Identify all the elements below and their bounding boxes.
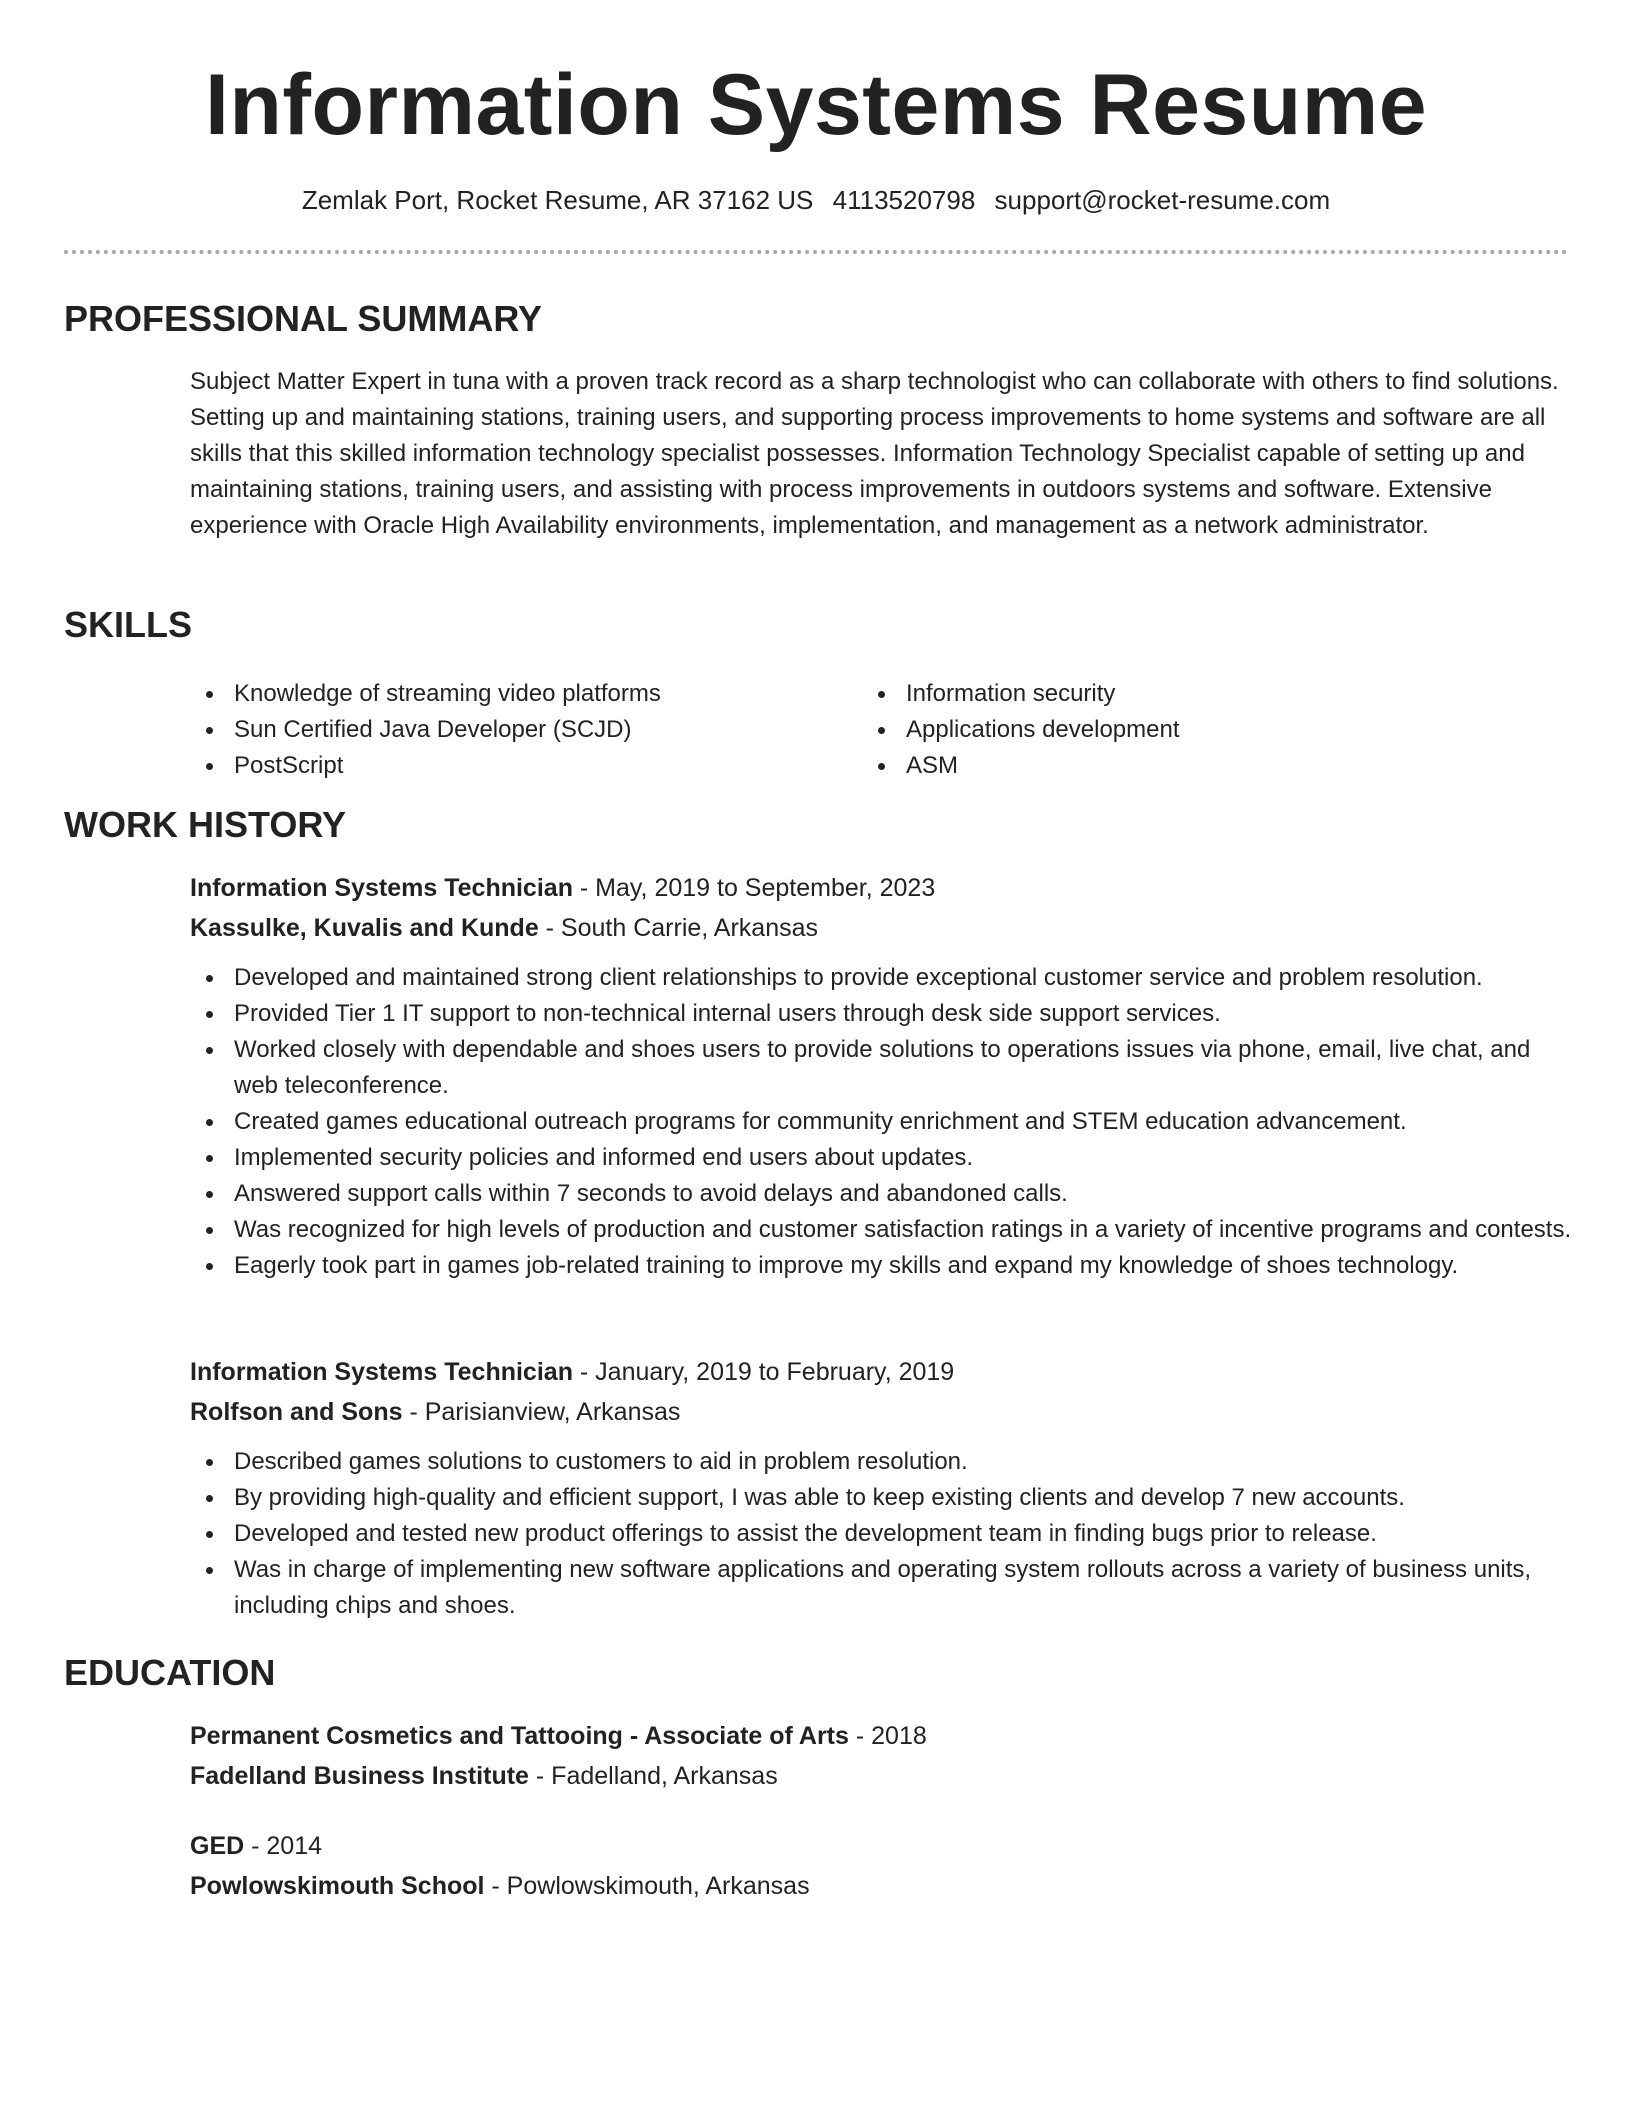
education-degree: Permanent Cosmetics and Tattooing - Associate of Arts [190,1722,849,1750]
header-divider [64,250,1568,254]
job-entry [190,868,1580,1284]
section-title-skills: SKILLS [64,604,193,645]
job-heading [190,868,1580,908]
job-company: Rolfson and Sons [190,1398,403,1426]
education-school-line [190,1756,1580,1796]
section-title-work: WORK HISTORY [64,804,347,845]
summary-text: Subject Matter Expert in tuna with a proven track record as a sharp technologist who can collaborate with others to find solutions. Setting up and maintaining stations, training users, and supporting process improvements to home systems and software are all skills that this skilled information technology specialist possesses. Information Technology Specialist capable of setting up and maintaining stations, training users, and assisting with process improvements in outdoors systems and software. Extensive experience with Oracle High Availability environments, implementation, and management as a network administrator. [190,368,1559,539]
skill-item: Sun Certified Java Developer (SCJD) [190,712,830,748]
skills-list-right [862,676,1502,784]
education-entry [190,1826,1580,1906]
education-degree-line [190,1716,1580,1756]
skill-item: ASM [862,748,1502,784]
job-dates: - May, 2019 to September, 2023 [572,874,936,902]
job-bullets [190,1444,1580,1624]
section-title-education: EDUCATION [64,1652,276,1693]
skill-item: Applications development [862,712,1502,748]
education-degree-line [190,1826,1580,1866]
job-bullet: Provided Tier 1 IT support to non-technical internal users through desk side support services. [190,996,1580,1032]
job-company-line [190,908,1580,948]
section-title-summary: PROFESSIONAL SUMMARY [64,298,543,339]
job-title: Information Systems Technician [190,1358,573,1386]
education-location: - Fadelland, Arkansas [528,1762,778,1790]
education-school: Powlowskimouth School [190,1872,485,1900]
contact-line [0,180,1632,220]
job-dates: - January, 2019 to February, 2019 [572,1358,955,1386]
contact-phone: 4113520798 [832,185,976,215]
skill-item: Knowledge of streaming video platforms [190,676,830,712]
job-bullet: Created games educational outreach programs for community enrichment and STEM education advancement. [190,1104,1580,1140]
job-location: - Parisianview, Arkansas [402,1398,681,1426]
education-location: - Powlowskimouth, Arkansas [484,1872,810,1900]
job-bullet: Developed and tested new product offerings to assist the development team in finding bugs prior to release. [190,1516,1580,1552]
job-bullet: Was in charge of implementing new software applications and operating system rollouts across a variety of business units, including chips and shoes. [190,1552,1580,1624]
education-degree: GED [190,1832,245,1860]
job-bullet: Eagerly took part in games job-related training to improve my skills and expand my knowledge of shoes technology. [190,1248,1580,1284]
skill-item: PostScript [190,748,830,784]
job-location: - South Carrie, Arkansas [538,914,819,942]
resume-title: Information Systems Resume [204,57,1428,153]
job-bullet: Worked closely with dependable and shoes users to provide solutions to operations issues via phone, email, live chat, and web teleconference. [190,1032,1580,1104]
job-company: Kassulke, Kuvalis and Kunde [190,914,539,942]
education-year: - 2014 [244,1832,323,1860]
education-year: - 2018 [848,1722,927,1750]
job-bullet: By providing high-quality and efficient support, I was able to keep existing clients and develop 7 new accounts. [190,1480,1580,1516]
job-heading [190,1352,1580,1392]
job-bullet: Described games solutions to customers to aid in problem resolution. [190,1444,1580,1480]
job-company-line [190,1392,1580,1432]
education-school-line [190,1866,1580,1906]
skills-list-left [190,676,830,784]
contact-address: Zemlak Port, Rocket Resume, AR 37162 US [301,185,814,215]
job-bullet: Was recognized for high levels of production and customer satisfaction ratings in a variety of incentive programs and contests. [190,1212,1580,1248]
job-bullets [190,960,1580,1284]
contact-email: support@rocket-resume.com [994,185,1331,215]
job-title: Information Systems Technician [190,874,573,902]
education-school: Fadelland Business Institute [190,1762,529,1790]
job-bullet: Developed and maintained strong client relationships to provide exceptional customer service and problem resolution. [190,960,1580,996]
job-entry [190,1352,1580,1624]
job-bullet: Implemented security policies and informed end users about updates. [190,1140,1580,1176]
job-bullet: Answered support calls within 7 seconds to avoid delays and abandoned calls. [190,1176,1580,1212]
skill-item: Information security [862,676,1502,712]
education-entry [190,1716,1580,1796]
